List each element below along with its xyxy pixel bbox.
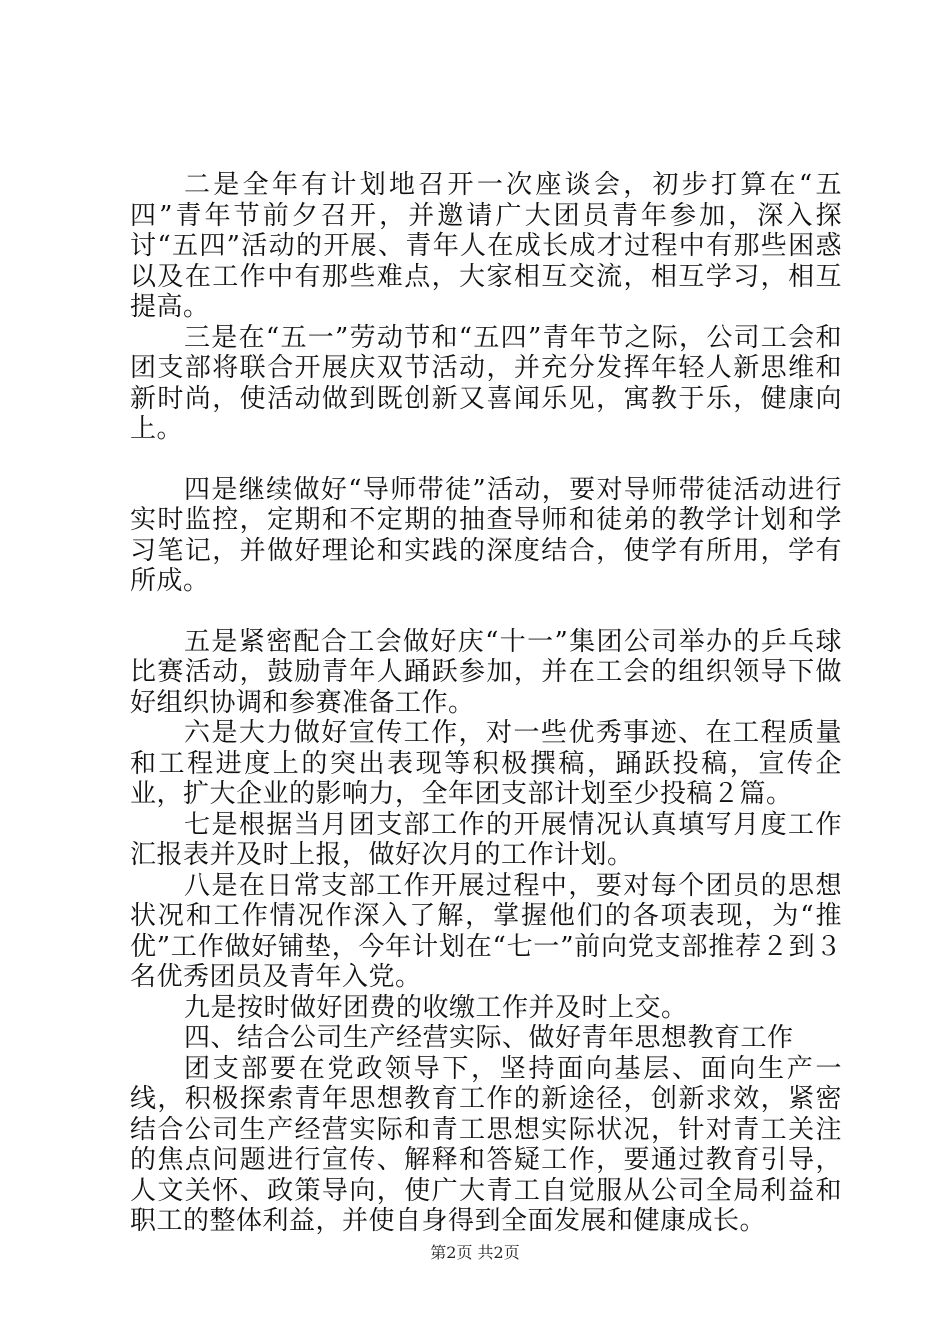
paragraph-6: 六是大力做好宣传工作，对一些优秀事迹、在工程质量和工程进度上的突出表现等积极撰稿，踊跃投稿，宣传企业，扩大企业的影响力，全年团支部计划至少投稿２篇。 [130, 718, 842, 809]
paragraph-9: 九是按时做好团费的收缴工作并及时上交。 [184, 992, 688, 1023]
paragraph-2: 二是全年有计划地召开一次座谈会，初步打算在“五四”青年节前夕召开，并邀请广大团员青年参加，深入探讨“五四”活动的开展、青年人在成长成才过程中有那些困惑以及在工作中有那些难点，大家相互交流，相互学习，相互提高。 [130, 170, 842, 322]
paragraph-spacer [130, 445, 842, 475]
paragraph-7: 七是根据当月团支部工作的开展情况认真填写月度工作汇报表并及时上报，做好次月的工作计划。 [130, 809, 842, 870]
page-footer: 第2页 共2页 [430, 1243, 520, 1262]
paragraph-spacer [130, 597, 842, 627]
paragraph-3: 三是在“五一”劳动节和“五四”青年节之际，公司工会和团支部将联合开展庆双节活动，并充分发挥年轻人新思维和新时尚，使活动做到既创新又喜闻乐见，寓教于乐，健康向上。 [130, 322, 842, 444]
section-heading: 四、结合公司生产经营实际、做好青年思想教育工作 [184, 1023, 794, 1053]
paragraph-4: 四是继续做好“导师带徒”活动，要对导师带徒活动进行实时监控，定期和不定期的抽查导师和徒弟的教学计划和学习笔记，并做好理论和实践的深度结合，使学有所用，学有所成。 [130, 474, 842, 596]
paragraph-section-body: 团支部要在党政领导下，坚持面向基层、面向生产一线，积极探索青年思想教育工作的新途径，创新求效，紧密结合公司生产经营实际和青工思想实际状况，针对青工关注的焦点问题进行宣传、解释和答疑工作，要通过教育引导，人文关怀、政策导向，使广大青工自觉服从公司全局利益和职工的整体利益，并使自身得到全面发展和健康成长。 [130, 1053, 842, 1236]
paragraph-5: 五是紧密配合工会做好庆“十一”集团公司举办的乒乓球比赛活动，鼓励青年人踊跃参加，并在工会的组织领导下做好组织协调和参赛准备工作。 [130, 626, 842, 718]
document-body [130, 170, 842, 1237]
paragraph-8: 八是在日常支部工作开展过程中，要对每个团员的思想状况和工作情况作深入了解，掌握他们的各项表现，为“推优”工作做好铺垫，今年计划在“七一”前向党支部推荐２到３名优秀团员及青年入党。 [130, 870, 842, 992]
